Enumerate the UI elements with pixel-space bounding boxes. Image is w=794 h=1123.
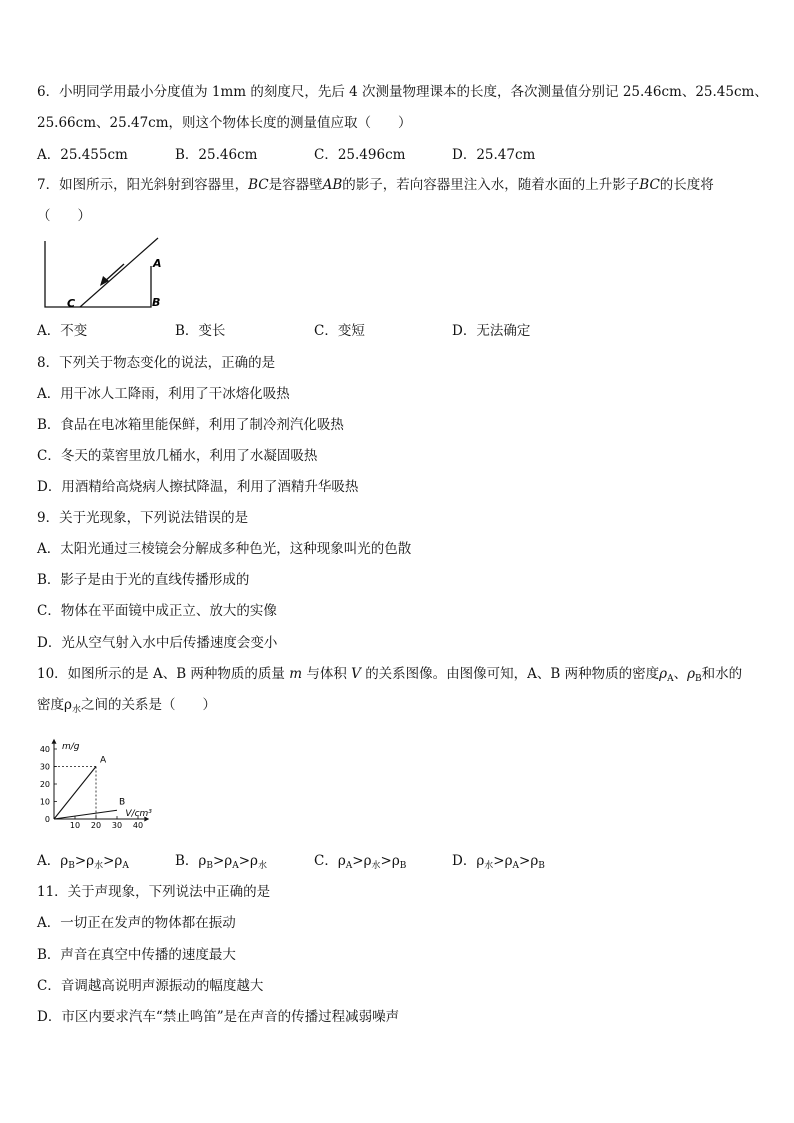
label-a: A bbox=[153, 257, 162, 270]
q10-rho: ρ bbox=[659, 666, 668, 682]
q6-option-b: B．25.46cm bbox=[175, 147, 258, 163]
density-subscript: B bbox=[206, 861, 213, 871]
q7-stem-line1 bbox=[37, 176, 714, 194]
y-tick-label: 10 bbox=[39, 797, 50, 807]
q7-text-part: 7．如图所示，阳光斜射到容器里， bbox=[37, 177, 249, 193]
q6-option-a: A．25.455cm bbox=[37, 147, 128, 163]
q10-sub: 水 bbox=[71, 705, 81, 715]
density-subscript: 水 bbox=[257, 861, 267, 871]
q7-option-a: A．不变 bbox=[37, 323, 88, 339]
density-subscript: 水 bbox=[484, 861, 494, 871]
x-tick-label: 40 bbox=[132, 821, 144, 830]
q10-mass-volume-chart bbox=[34, 727, 200, 835]
y-axis-label: m/g bbox=[62, 741, 80, 752]
q7-var-bc: BC bbox=[248, 177, 269, 193]
density-subscript: B bbox=[399, 861, 407, 871]
q10-option-label: C． bbox=[314, 853, 338, 869]
series-line-b bbox=[54, 810, 117, 819]
q9-option-b: B．影子是由于光的直线传播形成的 bbox=[37, 572, 250, 588]
q8-option-d: D．用酒精给高烧病人擦拭降温，利用了酒精升华吸热 bbox=[37, 479, 359, 495]
series-label-a: A bbox=[100, 755, 107, 766]
q11-option-b: B．声音在真空中传播的速度最大 bbox=[37, 947, 236, 963]
q10-stem-line2 bbox=[37, 696, 216, 719]
x-tick-label: 20 bbox=[90, 821, 102, 830]
q10-option-expr bbox=[60, 853, 129, 869]
q11-option-a: A．一切正在发声的物体都在振动 bbox=[37, 915, 236, 931]
q10-var-v: V bbox=[351, 666, 361, 682]
q10-option-label: B． bbox=[175, 853, 199, 869]
q10-option-expr bbox=[338, 853, 407, 869]
density-symbol: >ρ bbox=[238, 853, 258, 869]
density-symbol: >ρ bbox=[352, 853, 372, 869]
q10-rho: ρ bbox=[687, 666, 696, 682]
label-b: B bbox=[152, 296, 161, 309]
density-subscript: A bbox=[232, 861, 239, 871]
q10-sub: A bbox=[667, 674, 674, 684]
q6-stem-line1: 6．小明同学用最小分度值为 1mm 的刻度尺，先后 4 次测量物理课本的长度，各次测量值分别记 25.46cm、25.45cm、 bbox=[37, 84, 768, 100]
q9-option-a: A．太阳光通过三棱镜会分解成多种色光，这种现象叫光的色散 bbox=[37, 541, 412, 557]
q10-option-label: A． bbox=[37, 853, 61, 869]
density-subscript: B bbox=[538, 861, 545, 871]
q7-option-d: D．无法确定 bbox=[452, 323, 531, 339]
density-subscript: A bbox=[122, 861, 129, 871]
series-label-b: B bbox=[119, 797, 126, 808]
y-tick-label: 0 bbox=[44, 815, 50, 824]
q9-stem: 9．关于光现象，下列说法错误的是 bbox=[37, 510, 249, 526]
q10-option-b bbox=[175, 852, 267, 875]
density-symbol: >ρ bbox=[380, 853, 400, 869]
x-tick-label: 10 bbox=[69, 821, 81, 830]
q10-option-a bbox=[37, 852, 129, 875]
density-symbol: >ρ bbox=[103, 853, 123, 869]
q11-stem: 11．关于声现象，下列说法中正确的是 bbox=[37, 884, 271, 900]
q10-text-part: 之间的关系是（ ） bbox=[80, 697, 216, 713]
q10-text-part: 和水的 bbox=[701, 666, 743, 682]
density-symbol: >ρ bbox=[74, 853, 95, 869]
q7-container-figure bbox=[40, 236, 170, 312]
q10-rho: ρ bbox=[64, 697, 72, 713]
ray-arrow-shaft bbox=[104, 264, 124, 282]
y-axis-arrow bbox=[52, 739, 57, 744]
q8-stem: 8．下列关于物态变化的说法，正确的是 bbox=[37, 355, 276, 371]
y-tick-label: 20 bbox=[39, 780, 50, 789]
density-subscript: A bbox=[345, 861, 353, 871]
q6-option-c: C．25.496cm bbox=[314, 147, 406, 163]
density-subscript: B bbox=[68, 861, 75, 871]
ray-arrow-head bbox=[100, 276, 109, 286]
q7-var-ab: AB bbox=[322, 177, 343, 193]
q10-text-part: 与体积 bbox=[306, 666, 347, 682]
q10-stem-line1 bbox=[37, 665, 742, 688]
density-subscript: 水 bbox=[94, 861, 104, 871]
q10-sub: B bbox=[695, 674, 702, 684]
q10-text-part: 10．如图所示的是 A、B 两种物质的质量 bbox=[37, 666, 285, 682]
density-symbol: >ρ bbox=[493, 853, 513, 869]
q7-option-c: C．变短 bbox=[314, 323, 365, 339]
q10-var-m: m bbox=[289, 666, 303, 682]
q10-option-label: D． bbox=[452, 853, 477, 869]
q7-stem-line2: （ ） bbox=[37, 208, 91, 224]
sun-ray bbox=[80, 238, 161, 309]
q9-option-d: D．光从空气射入水中后传播速度会变小 bbox=[37, 635, 278, 651]
q8-option-b: B．食品在电冰箱里能保鲜，利用了制冷剂汽化吸热 bbox=[37, 417, 344, 433]
series-line-a bbox=[54, 767, 96, 820]
y-tick-label: 40 bbox=[39, 745, 50, 754]
density-symbol: ρ bbox=[198, 853, 207, 869]
q7-text-part: 的影子，若向容器里注入水，随着水面的上升影子 bbox=[342, 177, 640, 193]
q10-option-c bbox=[314, 852, 406, 875]
label-c: C bbox=[67, 297, 76, 310]
container-outline bbox=[45, 241, 151, 307]
x-axis-label: V/cm³ bbox=[125, 809, 152, 819]
q10-option-d bbox=[452, 852, 545, 875]
q6-option-d: D．25.47cm bbox=[452, 147, 536, 163]
q10-text-part: 密度 bbox=[37, 697, 64, 713]
q8-option-a: A．用干冰人工降雨，利用了干冰熔化吸热 bbox=[37, 386, 290, 402]
density-symbol: >ρ bbox=[212, 853, 233, 869]
density-symbol: >ρ bbox=[519, 853, 539, 869]
x-tick-label: 30 bbox=[111, 821, 123, 830]
q8-option-c: C．冬天的菜窖里放几桶水，利用了水凝固吸热 bbox=[37, 448, 318, 464]
density-symbol: ρ bbox=[476, 853, 485, 869]
q10-text-part: 的关系图像。由图像可知，A、B 两种物质的密度 bbox=[365, 666, 660, 682]
density-symbol: ρ bbox=[60, 853, 69, 869]
q7-text-part: 是容器壁 bbox=[268, 177, 323, 193]
q6-stem-line2: 25.66cm、25.47cm，则这个物体长度的测量值应取（ ） bbox=[37, 115, 412, 131]
q10-option-expr bbox=[198, 853, 267, 869]
q7-var-bc: BC bbox=[639, 177, 660, 193]
q9-option-c: C．物体在平面镜中成正立、放大的实像 bbox=[37, 603, 277, 619]
q10-option-expr bbox=[476, 853, 545, 869]
q10-text-part: 、 bbox=[673, 666, 688, 682]
density-subscript: 水 bbox=[371, 861, 381, 871]
q11-option-d: D．市区内要求汽车“禁止鸣笛”是在声音的传播过程减弱噪声 bbox=[37, 1009, 400, 1025]
q7-text-part: 的长度将 bbox=[659, 177, 714, 193]
q7-option-b: B．变长 bbox=[175, 323, 226, 339]
density-symbol: ρ bbox=[337, 853, 346, 869]
y-tick-label: 30 bbox=[39, 762, 50, 772]
density-subscript: A bbox=[512, 861, 520, 871]
q11-option-c: C．音调越高说明声源振动的幅度越大 bbox=[37, 978, 264, 994]
